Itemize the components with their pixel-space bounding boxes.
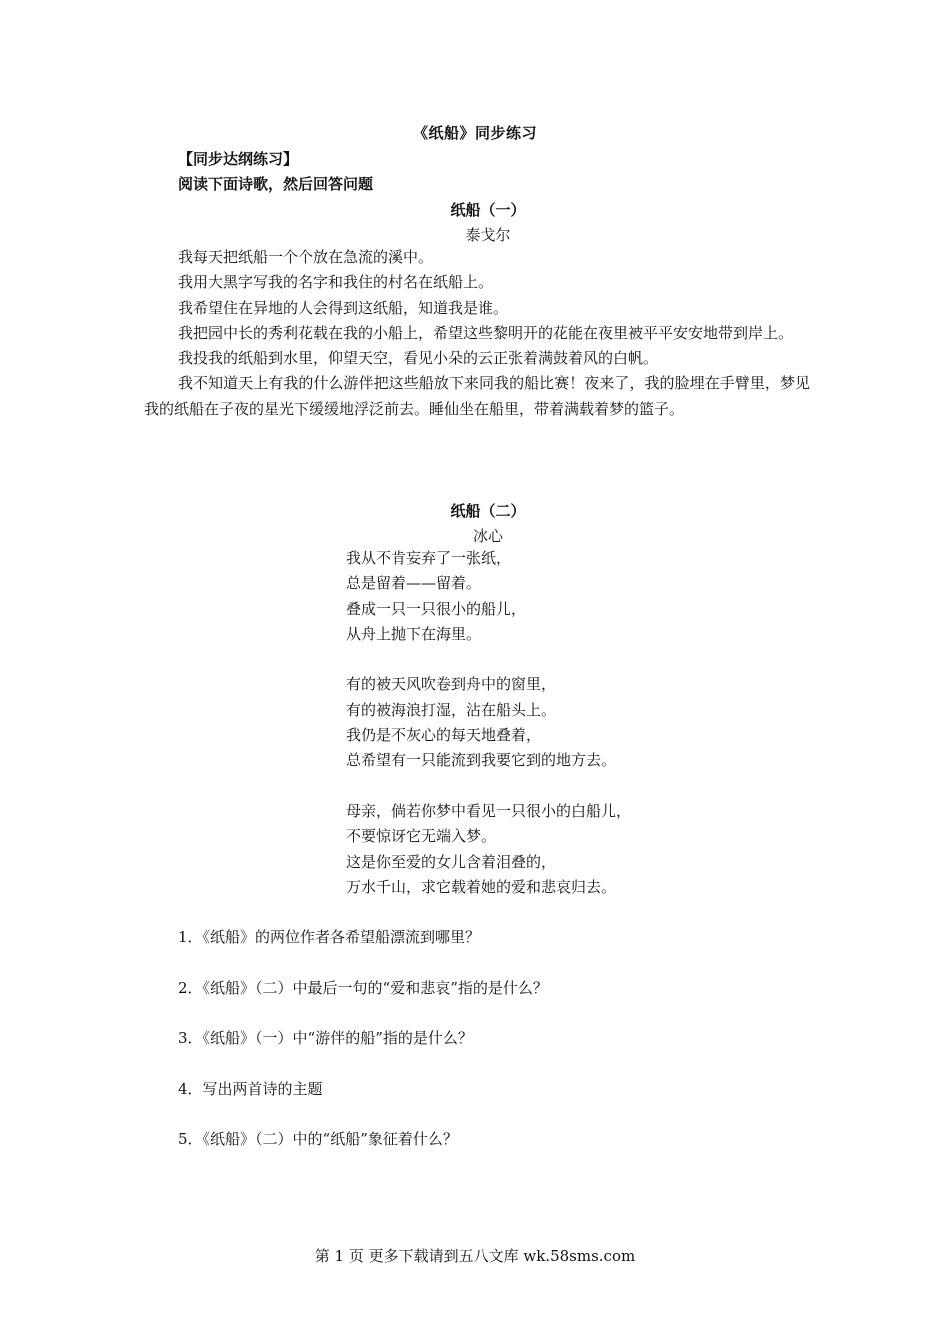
- poem2-stanza: [346, 799, 631, 900]
- poem1-title: 纸船（一）: [450, 201, 526, 219]
- poem2-stanza: [346, 672, 631, 773]
- page-footer: 第 1 页 更多下载请到五八文库 wk.58sms.com: [314, 1247, 636, 1265]
- question-item: 4．写出两首诗的主题: [178, 1079, 323, 1098]
- poem2-line: 我仍是不灰心的每天地叠着，: [346, 726, 542, 745]
- poem1-paragraph: 我希望住在异地的人会得到这纸船，知道我是谁。: [178, 298, 509, 317]
- poem2-line: 总希望有一只能流到我要它到的地方去。: [346, 751, 617, 770]
- poem2-body: [346, 546, 631, 900]
- poem1-paragraph: 我不知道天上有我的什么游伴把这些船放下来同我的船比赛！夜来了，我的脸埋在手臂里，梦见我的纸船在子夜的星光下缓缓地浮泛前去。睡仙坐在船里，带着满载着梦的篮子。: [144, 374, 810, 418]
- poem2-line: 这是你至爱的女儿含着泪叠的，: [346, 852, 557, 871]
- poem2-line: 母亲，倘若你梦中看见一只很小的白船儿，: [346, 801, 632, 820]
- poem2-line: 有的被天风吹卷到舟中的窗里，: [346, 675, 557, 694]
- poem1-paragraph: 我把园中长的秀利花载在我的小船上，希望这些黎明开的花能在夜里被平平安安地带到岸上。: [178, 323, 794, 342]
- poem2-line: 有的被海浪打湿，沾在船头上。: [346, 700, 557, 719]
- poem1-paragraph: 我每天把纸船一个个放在急流的溪中。: [178, 248, 434, 266]
- poem1-author: 泰戈尔: [465, 226, 511, 244]
- question-item: 2．《纸船》（二）中最后一句的“爱和悲哀”指的是什么？: [178, 978, 548, 997]
- question-item: 3．《纸船》（一）中“游伴的船”指的是什么？: [178, 1029, 473, 1048]
- question-item: 5．《纸船》（二）中的“纸船”象征着什么？: [178, 1130, 458, 1149]
- poem2-title: 纸船（二）: [450, 502, 526, 520]
- poem2-line: 我从不肯妄弃了一张纸，: [346, 549, 512, 567]
- poem2-author: 冰心: [472, 527, 503, 545]
- poem1-paragraph: 我用大黑字写我的名字和我住的村名在纸船上。: [178, 273, 494, 292]
- document-title: 《纸船》同步练习: [412, 124, 537, 142]
- poem2-stanza: [346, 546, 631, 647]
- poem2-line: 不要惊讶它无端入梦。: [346, 827, 497, 846]
- poem2-line: 叠成一只一只很小的船儿，: [346, 599, 527, 618]
- poem2-line: 总是留着——留着。: [346, 574, 482, 593]
- poem2-line: 从舟上抛下在海里。: [346, 624, 482, 643]
- section-heading: 【同步达纲练习】: [178, 150, 299, 168]
- question-list: [178, 927, 548, 1180]
- poem1-paragraph: 我投我的纸船到水里，仰望天空，看见小朵的云正张着满鼓着风的白帆。: [178, 349, 659, 368]
- question-item: 1．《纸船》的两位作者各希望船漂流到哪里？: [178, 928, 481, 946]
- poem2-line: 万水千山，求它载着她的爱和悲哀归去。: [346, 877, 617, 896]
- poem1-body: [144, 245, 810, 422]
- instruction-text: 阅读下面诗歌，然后回答问题: [178, 175, 374, 193]
